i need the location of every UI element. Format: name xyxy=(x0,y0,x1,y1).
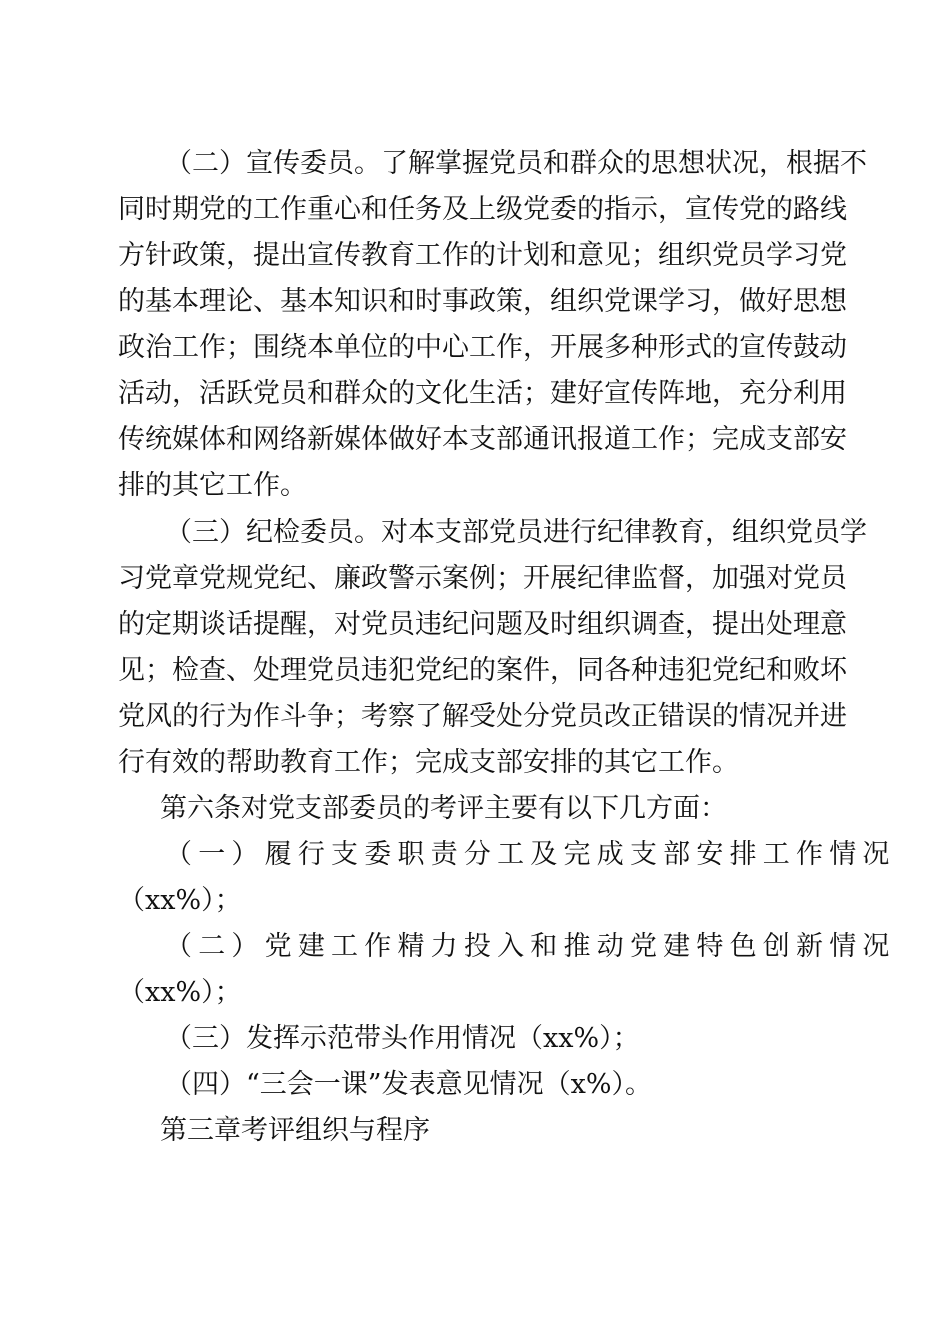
paragraph-line: 传统媒体和网络新媒体做好本支部通讯报道工作；完成支部安 xyxy=(118,424,847,455)
paragraph-line: 行有效的帮助教育工作；完成支部安排的其它工作。 xyxy=(118,747,739,778)
chapter-three-heading: 第三章考评组织与程序 xyxy=(160,1115,430,1146)
paragraph-line: （二）宣传委员。了解掌握党员和群众的思想状况，根据不 xyxy=(165,148,867,179)
evaluation-item: （一）履行支委职责分工及完成支部安排工作情况 xyxy=(165,839,896,870)
paragraph-line: 活动，活跃党员和群众的文化生活；建好宣传阵地，充分利用 xyxy=(118,378,847,409)
paragraph-line: 政治工作；围绕本单位的中心工作，开展多种形式的宣传鼓动 xyxy=(118,332,847,363)
paragraph-line: 见；检查、处理党员违犯党纪的案件，同各种违犯党纪和败坏 xyxy=(118,655,847,686)
paragraph-line: 排的其它工作。 xyxy=(118,470,307,501)
evaluation-item-continuation: （xx%）； xyxy=(118,885,242,916)
paragraph-line: 方针政策，提出宣传教育工作的计划和意见；组织党员学习党 xyxy=(118,240,847,271)
evaluation-item: （二）党建工作精力投入和推动党建特色创新情况 xyxy=(165,931,896,962)
paragraph-line: 的基本理论、基本知识和时事政策，组织党课学习，做好思想 xyxy=(118,286,847,317)
evaluation-item-continuation: （xx%）； xyxy=(118,977,242,1008)
article-six-heading: 第六条对党支部委员的考评主要有以下几方面： xyxy=(160,793,727,824)
paragraph-line: 党风的行为作斗争；考察了解受处分党员改正错误的情况并进 xyxy=(118,701,847,732)
paragraph-line: （三）纪检委员。对本支部党员进行纪律教育，组织党员学 xyxy=(165,517,867,548)
paragraph-line: 习党章党规党纪、廉政警示案例；开展纪律监督，加强对党员 xyxy=(118,563,847,594)
evaluation-item: （三）发挥示范带头作用情况（xx%）； xyxy=(165,1023,640,1054)
paragraph-line: 同时期党的工作重心和任务及上级党委的指示，宣传党的路线 xyxy=(118,194,847,225)
evaluation-item: （四）“三会一课”发表意见情况（x%）。 xyxy=(165,1069,652,1100)
paragraph-line: 的定期谈话提醒，对党员违纪问题及时组织调查，提出处理意 xyxy=(118,609,847,640)
